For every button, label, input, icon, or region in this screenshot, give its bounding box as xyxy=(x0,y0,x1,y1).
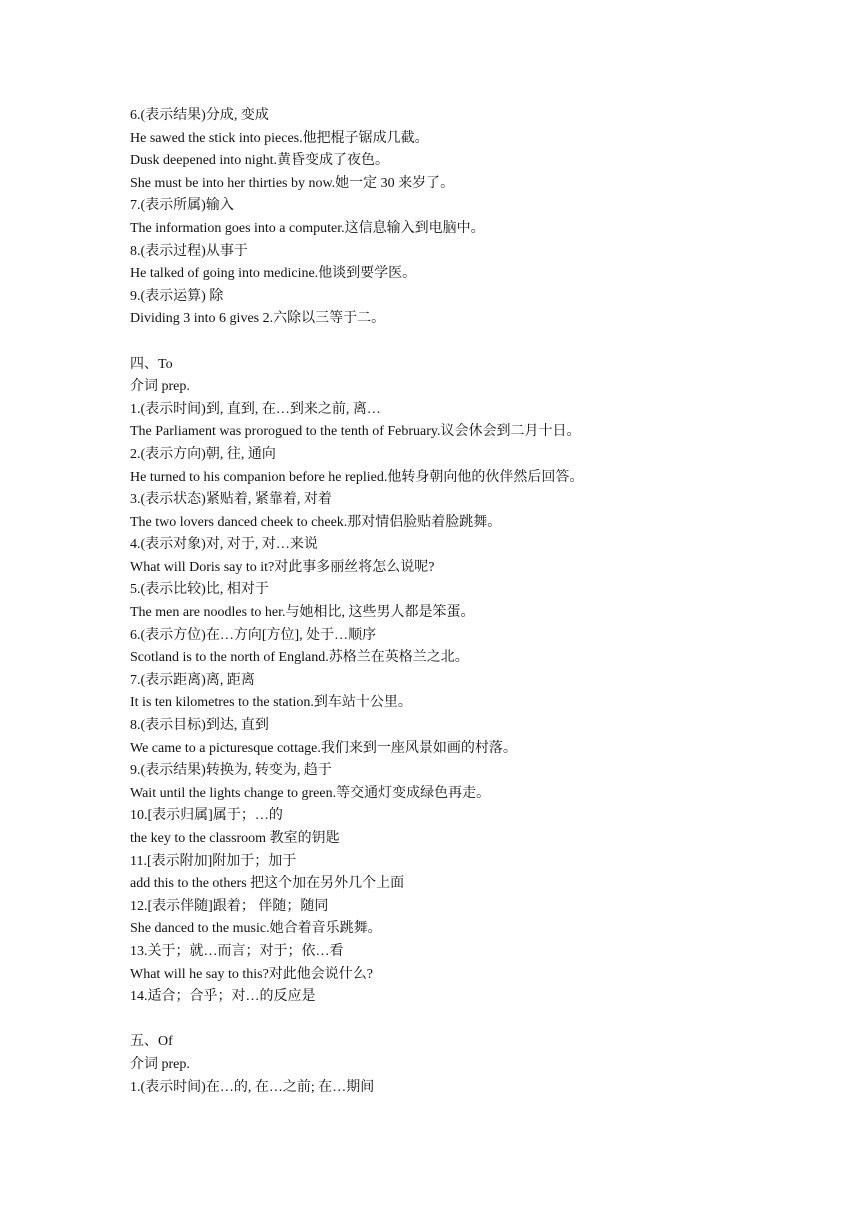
text-line: 9.(表示运算) 除 xyxy=(130,288,224,304)
text-line: He turned to his companion before he replied.他转身朝向他的伙伴然后回答。 xyxy=(130,469,584,485)
text-line: 1.(表示时间)在…的, 在…之前; 在…期间 xyxy=(130,1079,375,1095)
text-line: She must be into her thirties by now.她一定 30 来岁了。 xyxy=(130,175,455,191)
text-line: 12.[表示伴随]跟着； 伴随；随同 xyxy=(130,898,329,914)
text-line: 10.[表示归属]属于；…的 xyxy=(130,808,283,824)
text-line: What will Doris say to it?对此事多丽丝将怎么说呢? xyxy=(130,559,435,575)
text-line: 7.(表示距离)离, 距离 xyxy=(130,672,255,688)
text-line: Wait until the lights change to green.等交通灯变成绿色再走。 xyxy=(130,785,491,801)
text-line: The men are noodles to her.与她相比, 这些男人都是笨蛋。 xyxy=(130,605,475,621)
section-heading: 五、Of xyxy=(130,1034,173,1050)
text-line: 13.关于；就…而言；对于；依…看 xyxy=(130,943,344,959)
text-line: add this to the others 把这个加在另外几个上面 xyxy=(130,876,405,892)
text-line: He talked of going into medicine.他谈到要学医。 xyxy=(130,266,417,282)
text-line: 5.(表示比较)比, 相对于 xyxy=(130,582,269,598)
text-line: She danced to the music.她合着音乐跳舞。 xyxy=(130,921,382,937)
text-line: 14.适合；合乎；对…的反应是 xyxy=(130,989,316,1005)
text-line: 8.(表示目标)到达, 直到 xyxy=(130,718,269,734)
text-line: 4.(表示对象)对, 对于, 对…来说 xyxy=(130,537,318,553)
text-line: Dividing 3 into 6 gives 2.六除以三等于二。 xyxy=(130,311,386,327)
text-line: 1.(表示时间)到, 直到, 在…到来之前, 离… xyxy=(130,401,381,417)
text-line: He sawed the stick into pieces.他把棍子锯成几截。 xyxy=(130,130,429,146)
document-page xyxy=(130,105,830,1099)
text-line: What will he say to this?对此他会说什么? xyxy=(130,966,374,982)
text-line: 9.(表示结果)转换为, 转变为, 趋于 xyxy=(130,763,332,779)
text-line: 3.(表示状态)紧贴着, 紧靠着, 对着 xyxy=(130,492,332,508)
text-line: Dusk deepened into night.黄昏变成了夜色。 xyxy=(130,153,389,169)
section-heading: 四、To xyxy=(130,356,173,372)
text-line: 7.(表示所属)输入 xyxy=(130,198,234,214)
part-of-speech-label: 介词 prep. xyxy=(130,379,190,395)
text-line: 11.[表示附加]附加于；加于 xyxy=(130,853,297,869)
text-line: The Parliament was prorogued to the tenth of February.议会休会到二月十日。 xyxy=(130,424,581,440)
text-line: The two lovers danced cheek to cheek.那对情侣脸贴着脸跳舞。 xyxy=(130,514,502,530)
text-line: the key to the classroom 教室的钥匙 xyxy=(130,831,340,846)
text-line: It is ten kilometres to the station.到车站十公里。 xyxy=(130,695,412,711)
text-line: 6.(表示结果)分成, 变成 xyxy=(130,108,269,123)
text-line: Scotland is to the north of England.苏格兰在英格兰之北。 xyxy=(130,650,469,666)
blank-line xyxy=(130,1009,830,1032)
text-line: 8.(表示过程)从事于 xyxy=(130,243,248,259)
text-line: 6.(表示方位)在…方向[方位], 处于…顺序 xyxy=(130,627,377,643)
blank-line xyxy=(130,331,830,354)
text-line: 2.(表示方向)朝, 往, 通向 xyxy=(130,446,276,462)
part-of-speech-label: 介词 prep. xyxy=(130,1056,190,1072)
text-line: We came to a picturesque cottage.我们来到一座风景如画的村落。 xyxy=(130,740,517,756)
text-line: The information goes into a computer.这信息输入到电脑中。 xyxy=(130,220,485,236)
